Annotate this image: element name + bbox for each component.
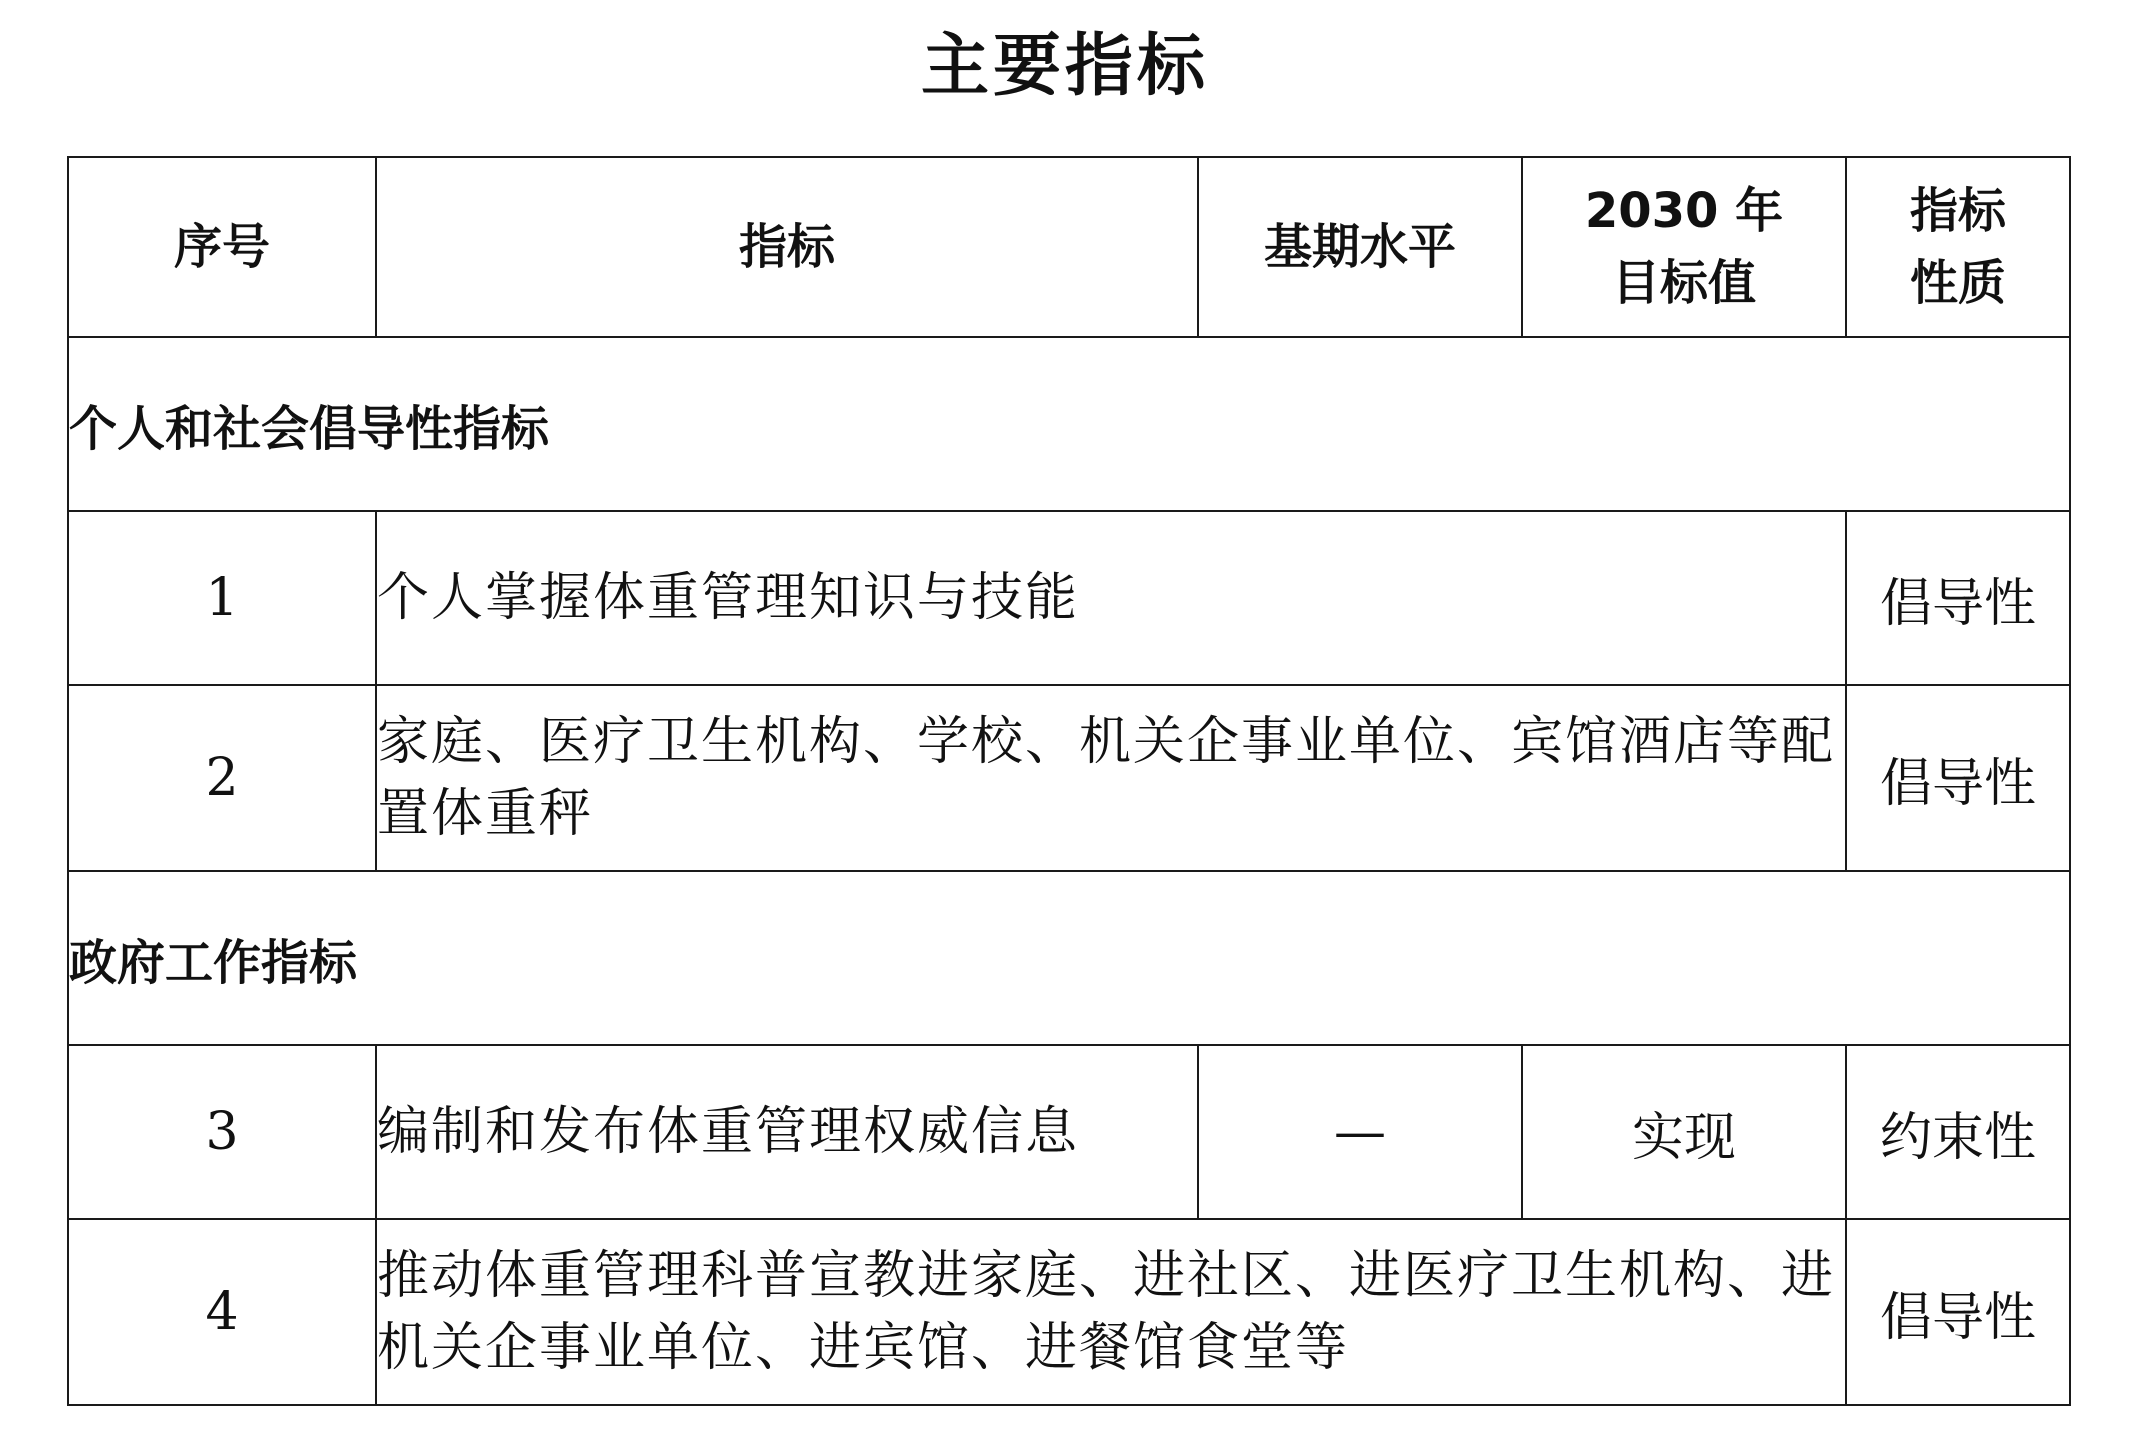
row-indicator: 家庭、医疗卫生机构、学校、机关企事业单位、宾馆酒店等配置体重秤 [376, 685, 1846, 871]
header-nature-line2: 性质 [1909, 255, 2006, 311]
header-nature [1846, 157, 2070, 337]
table-row [68, 511, 2070, 685]
row-target: 实现 [1522, 1045, 1846, 1219]
row-nature: 约束性 [1846, 1045, 2070, 1219]
row-indicator: 推动体重管理科普宣教进家庭、进社区、进医疗卫生机构、进机关企事业单位、进宾馆、进餐馆食堂等 [376, 1219, 1846, 1405]
indicators-table [67, 156, 2071, 1406]
row-indicator: 个人掌握体重管理知识与技能 [376, 511, 1846, 685]
row-nature: 倡导性 [1846, 685, 2070, 871]
row-index: 2 [68, 685, 376, 871]
header-index: 序号 [68, 157, 376, 337]
section-row [68, 337, 2070, 511]
header-nature-line1: 指标 [1909, 183, 2006, 239]
row-index: 4 [68, 1219, 376, 1405]
row-baseline: — [1198, 1045, 1522, 1219]
row-indicator: 编制和发布体重管理权威信息 [376, 1045, 1198, 1219]
section-row [68, 871, 2070, 1045]
section-title-government: 政府工作指标 [68, 871, 2070, 1045]
table-row [68, 685, 2070, 871]
row-nature: 倡导性 [1846, 1219, 2070, 1405]
row-nature: 倡导性 [1846, 511, 2070, 685]
header-target-line2: 目标值 [1611, 255, 1756, 311]
header-indicator: 指标 [376, 157, 1198, 337]
row-index: 3 [68, 1045, 376, 1219]
section-title-social: 个人和社会倡导性指标 [68, 337, 2070, 511]
header-target [1522, 157, 1846, 337]
row-index: 1 [68, 511, 376, 685]
header-target-line1: 2030 年 [1584, 183, 1784, 239]
header-baseline: 基期水平 [1198, 157, 1522, 337]
table-row [68, 1045, 2070, 1219]
header-row [68, 157, 2070, 337]
table-row [68, 1219, 2070, 1405]
page-title: 主要指标 [920, 27, 1209, 106]
